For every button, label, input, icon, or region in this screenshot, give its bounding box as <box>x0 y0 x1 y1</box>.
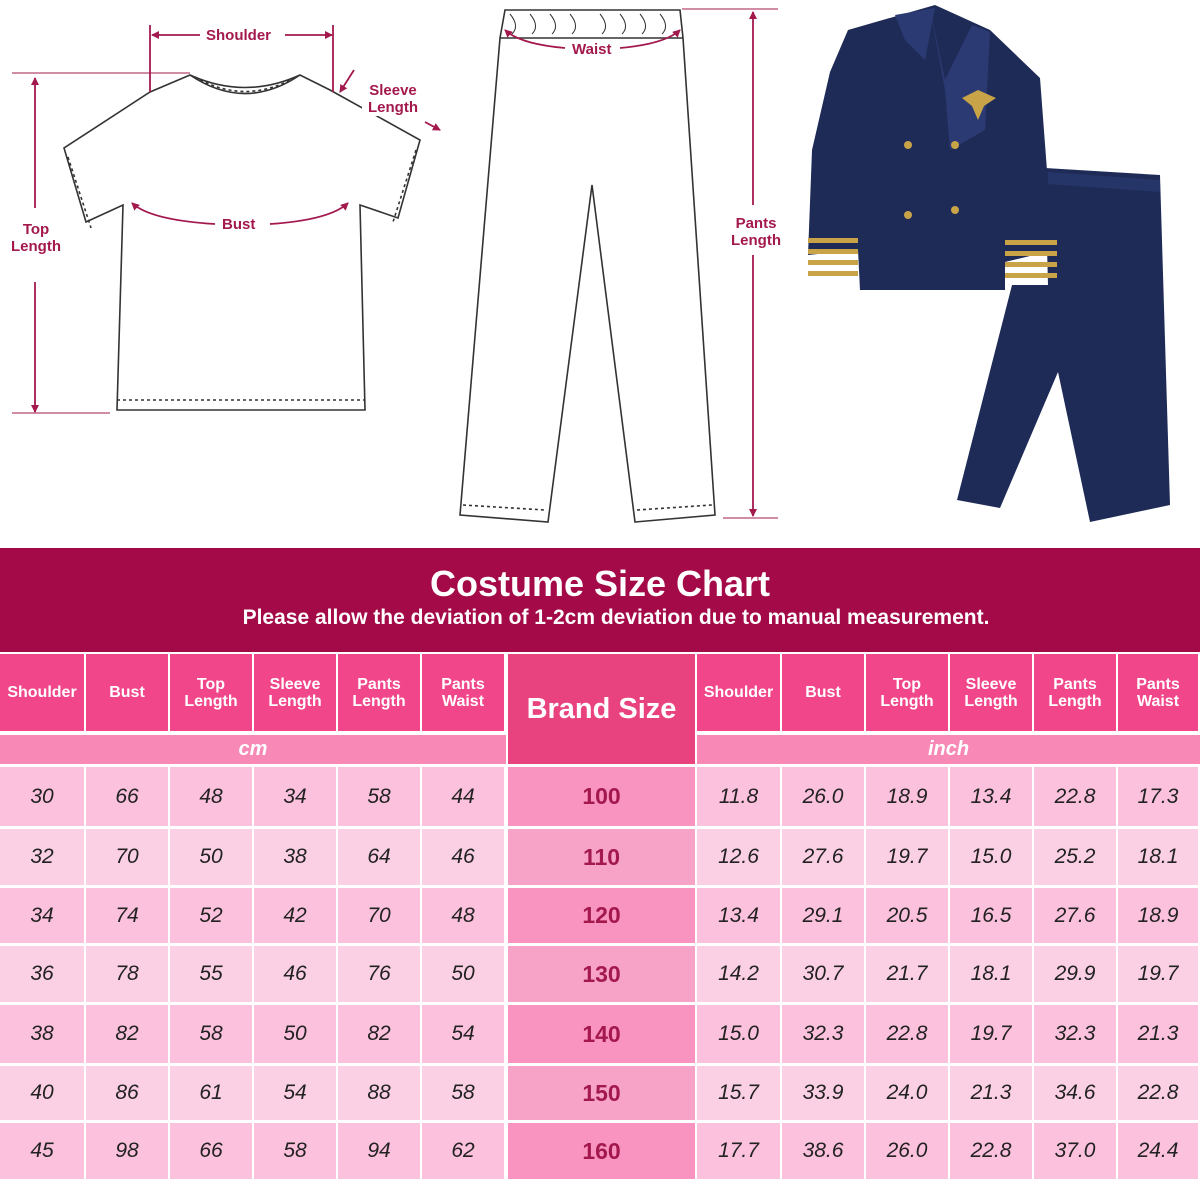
cm-unit-label: cm <box>0 735 506 764</box>
table-cell-inch: 21.7 <box>866 946 948 1002</box>
table-cell-inch: 25.2 <box>1034 829 1116 885</box>
chart-subtitle: Please allow the deviation of 1-2cm deviation due to manual measurement. <box>242 606 990 629</box>
table-cell-cm: 50 <box>422 946 504 1002</box>
table-cell-inch: 22.8 <box>1034 767 1116 826</box>
inch-unit-label: inch <box>697 735 1200 764</box>
table-cell-cm: 52 <box>170 888 252 943</box>
table-cell-cm: 88 <box>338 1066 420 1120</box>
table-cell-cm: 66 <box>86 767 168 826</box>
table-cell-cm: 50 <box>254 1005 336 1063</box>
table-cell-cm: 66 <box>170 1123 252 1179</box>
table-cell-inch: 24.0 <box>866 1066 948 1120</box>
label-shoulder: Shoulder <box>206 27 272 44</box>
table-cell-inch: 22.8 <box>866 1005 948 1063</box>
label-bust: Bust <box>222 216 256 233</box>
label-top-length: Top Length <box>6 221 66 255</box>
brand-size-cell: 160 <box>508 1123 695 1179</box>
table-cell-cm: 54 <box>422 1005 504 1063</box>
brand-size-cell: 100 <box>508 767 695 826</box>
inch-col-header: Pants Length <box>1034 654 1116 731</box>
cm-col-header: Shoulder <box>0 654 84 731</box>
table-cell-cm: 32 <box>0 829 84 885</box>
table-cell-inch: 29.9 <box>1034 946 1116 1002</box>
table-cell-inch: 37.0 <box>1034 1123 1116 1179</box>
table-cell-inch: 17.3 <box>1118 767 1198 826</box>
table-cell-inch: 30.7 <box>782 946 864 1002</box>
table-cell-cm: 74 <box>86 888 168 943</box>
cm-col-header: Pants Waist <box>422 654 504 731</box>
table-cell-inch: 14.2 <box>697 946 780 1002</box>
table-cell-cm: 61 <box>170 1066 252 1120</box>
table-cell-inch: 13.4 <box>950 767 1032 826</box>
table-cell-inch: 21.3 <box>1118 1005 1198 1063</box>
table-cell-inch: 18.1 <box>1118 829 1198 885</box>
table-cell-inch: 19.7 <box>950 1005 1032 1063</box>
table-cell-cm: 86 <box>86 1066 168 1120</box>
table-cell-cm: 78 <box>86 946 168 1002</box>
table-cell-inch: 20.5 <box>866 888 948 943</box>
table-cell-inch: 18.9 <box>866 767 948 826</box>
table-cell-cm: 30 <box>0 767 84 826</box>
table-cell-inch: 11.8 <box>697 767 780 826</box>
table-cell-inch: 32.3 <box>1034 1005 1116 1063</box>
table-cell-inch: 26.0 <box>782 767 864 826</box>
table-cell-cm: 48 <box>170 767 252 826</box>
table-cell-inch: 13.4 <box>697 888 780 943</box>
table-cell-inch: 18.1 <box>950 946 1032 1002</box>
garment-diagrams <box>0 0 1200 548</box>
inch-col-header: Sleeve Length <box>950 654 1032 731</box>
cm-col-header: Sleeve Length <box>254 654 336 731</box>
table-cell-cm: 58 <box>338 767 420 826</box>
table-cell-inch: 22.8 <box>1118 1066 1198 1120</box>
table-cell-inch: 29.1 <box>782 888 864 943</box>
table-cell-inch: 38.6 <box>782 1123 864 1179</box>
pants-outline <box>460 10 715 522</box>
table-cell-cm: 98 <box>86 1123 168 1179</box>
table-cell-cm: 46 <box>422 829 504 885</box>
table-cell-inch: 33.9 <box>782 1066 864 1120</box>
table-cell-cm: 58 <box>170 1005 252 1063</box>
table-cell-inch: 27.6 <box>782 829 864 885</box>
cm-col-header: Pants Length <box>338 654 420 731</box>
table-cell-cm: 34 <box>0 888 84 943</box>
table-cell-cm: 82 <box>338 1005 420 1063</box>
cm-col-header: Top Length <box>170 654 252 731</box>
table-cell-cm: 40 <box>0 1066 84 1120</box>
inch-col-header: Pants Waist <box>1118 654 1198 731</box>
table-cell-cm: 58 <box>422 1066 504 1120</box>
table-cell-cm: 50 <box>170 829 252 885</box>
table-cell-cm: 44 <box>422 767 504 826</box>
table-cell-cm: 34 <box>254 767 336 826</box>
table-cell-cm: 42 <box>254 888 336 943</box>
table-cell-inch: 16.5 <box>950 888 1032 943</box>
table-cell-inch: 22.8 <box>950 1123 1032 1179</box>
cm-col-header: Bust <box>86 654 168 731</box>
table-cell-inch: 15.7 <box>697 1066 780 1120</box>
size-chart <box>0 548 1200 1179</box>
table-cell-cm: 70 <box>86 829 168 885</box>
inch-col-header: Top Length <box>866 654 948 731</box>
table-cell-cm: 55 <box>170 946 252 1002</box>
label-waist: Waist <box>572 41 612 58</box>
table-cell-inch: 18.9 <box>1118 888 1198 943</box>
chart-title: Costume Size Chart <box>429 563 771 604</box>
label-sleeve-length: Sleeve Length <box>362 82 424 116</box>
table-cell-cm: 48 <box>422 888 504 943</box>
table-cell-cm: 82 <box>86 1005 168 1063</box>
table-cell-cm: 46 <box>254 946 336 1002</box>
table-cell-cm: 38 <box>0 1005 84 1063</box>
table-cell-inch: 32.3 <box>782 1005 864 1063</box>
brand-size-header: Brand Size <box>508 654 695 764</box>
table-cell-cm: 54 <box>254 1066 336 1120</box>
pilot-costume-image <box>808 5 1170 522</box>
table-cell-cm: 94 <box>338 1123 420 1179</box>
table-cell-cm: 62 <box>422 1123 504 1179</box>
table-cell-inch: 12.6 <box>697 829 780 885</box>
table-cell-cm: 76 <box>338 946 420 1002</box>
table-cell-inch: 19.7 <box>866 829 948 885</box>
table-cell-cm: 64 <box>338 829 420 885</box>
table-cell-inch: 24.4 <box>1118 1123 1198 1179</box>
chart-banner <box>0 548 1200 652</box>
tshirt-outline <box>64 75 420 410</box>
table-cell-inch: 26.0 <box>866 1123 948 1179</box>
table-cell-cm: 38 <box>254 829 336 885</box>
table-cell-cm: 45 <box>0 1123 84 1179</box>
table-cell-inch: 19.7 <box>1118 946 1198 1002</box>
brand-size-cell: 120 <box>508 888 695 943</box>
table-cell-inch: 17.7 <box>697 1123 780 1179</box>
table-cell-inch: 15.0 <box>950 829 1032 885</box>
table-cell-inch: 34.6 <box>1034 1066 1116 1120</box>
table-cell-inch: 27.6 <box>1034 888 1116 943</box>
table-cell-cm: 36 <box>0 946 84 1002</box>
inch-col-header: Bust <box>782 654 864 731</box>
table-cell-cm: 58 <box>254 1123 336 1179</box>
brand-size-cell: 150 <box>508 1066 695 1120</box>
table-cell-inch: 15.0 <box>697 1005 780 1063</box>
brand-size-cell: 110 <box>508 829 695 885</box>
table-cell-cm: 70 <box>338 888 420 943</box>
brand-size-cell: 130 <box>508 946 695 1002</box>
table-cell-inch: 21.3 <box>950 1066 1032 1120</box>
brand-size-cell: 140 <box>508 1005 695 1063</box>
inch-col-header: Shoulder <box>697 654 780 731</box>
label-pants-length: Pants Length <box>727 215 785 249</box>
illustration-area <box>0 0 1200 548</box>
